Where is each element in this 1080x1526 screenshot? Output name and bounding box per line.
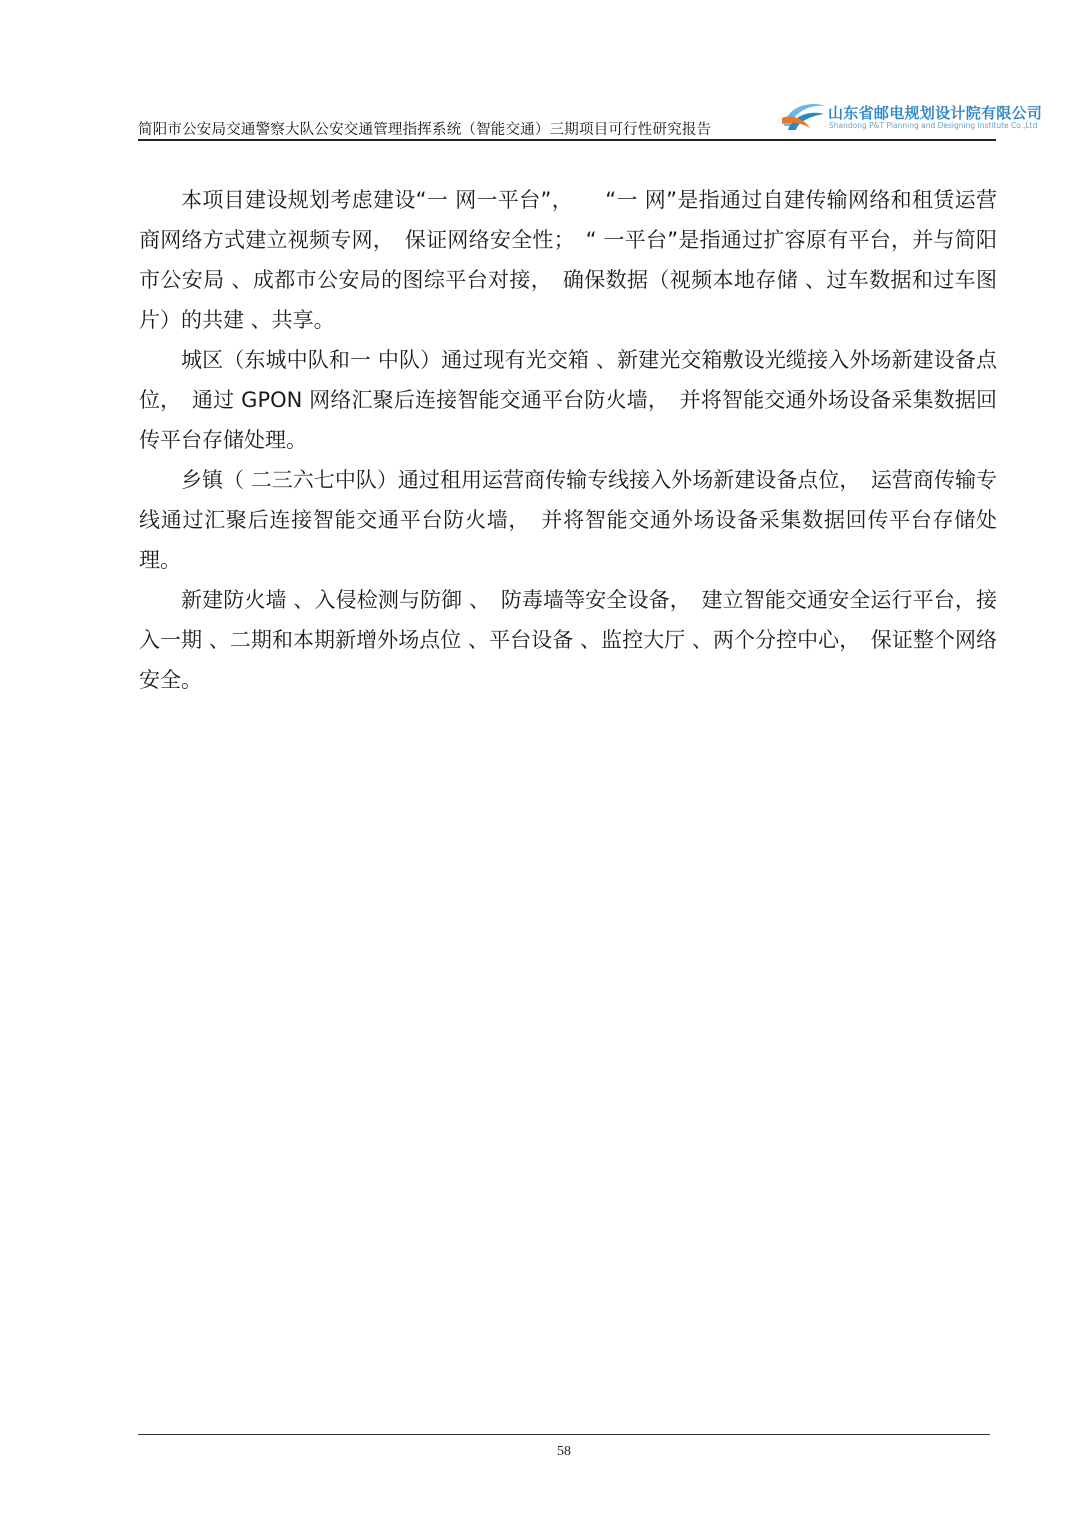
document-title: 简阳市公安局交通警察大队公安交通管理指挥系统（智能交通）三期项目可行性研究报告 [138, 122, 712, 138]
company-logo [780, 96, 1042, 136]
document-body [139, 180, 997, 700]
logo-emblem-icon [780, 96, 830, 136]
header-divider [138, 139, 996, 141]
paragraph: 乡镇（ 二三六七中队）通过租用运营商传输专线接入外场新建设备点位， 运营商传输专线通过汇聚后连接智能交通平台防火墙， 并将智能交通外场设备采集数据回传平台存储处理。 [139, 468, 997, 572]
paragraph: 本项目建设规划考虑建设“一 网一平台”， “一 网”是指通过自建传输网络和租赁运营商网络方式建立视频专网， 保证网络安全性； “ 一平台”是指通过扩容原有平台，并与简阳市公安局 、成都市公安局的图综平台对接， 确保数据（视频本地存储 、过车数据和过车图片）的共建 、共享。 [139, 188, 997, 332]
paragraph: 城区（东城中队和一 中队）通过现有光交箱 、新建光交箱敷设光缆接入外场新建设备点位， 通过 GPON 网络汇聚后连接智能交通平台防火墙， 并将智能交通外场设备采集数据回传平台存储处理。 [139, 348, 997, 452]
page-header [138, 96, 1043, 142]
paragraph: 新建防火墙 、入侵检测与防御 、 防毒墙等安全设备， 建立智能交通安全运行平台，接入一期 、二期和本期新增外场点位 、平台设备 、监控大厅 、两个分控中心， 保证整个网络安全。 [139, 588, 997, 692]
footer-divider [138, 1434, 990, 1435]
page-number: 58 [557, 1444, 571, 1459]
logo-company-name: 山东省邮电规划设计院有限公司 [828, 104, 1043, 122]
logo-company-english: Shandong P&T Planning and Designing Institute Co.,Ltd [829, 121, 1038, 130]
